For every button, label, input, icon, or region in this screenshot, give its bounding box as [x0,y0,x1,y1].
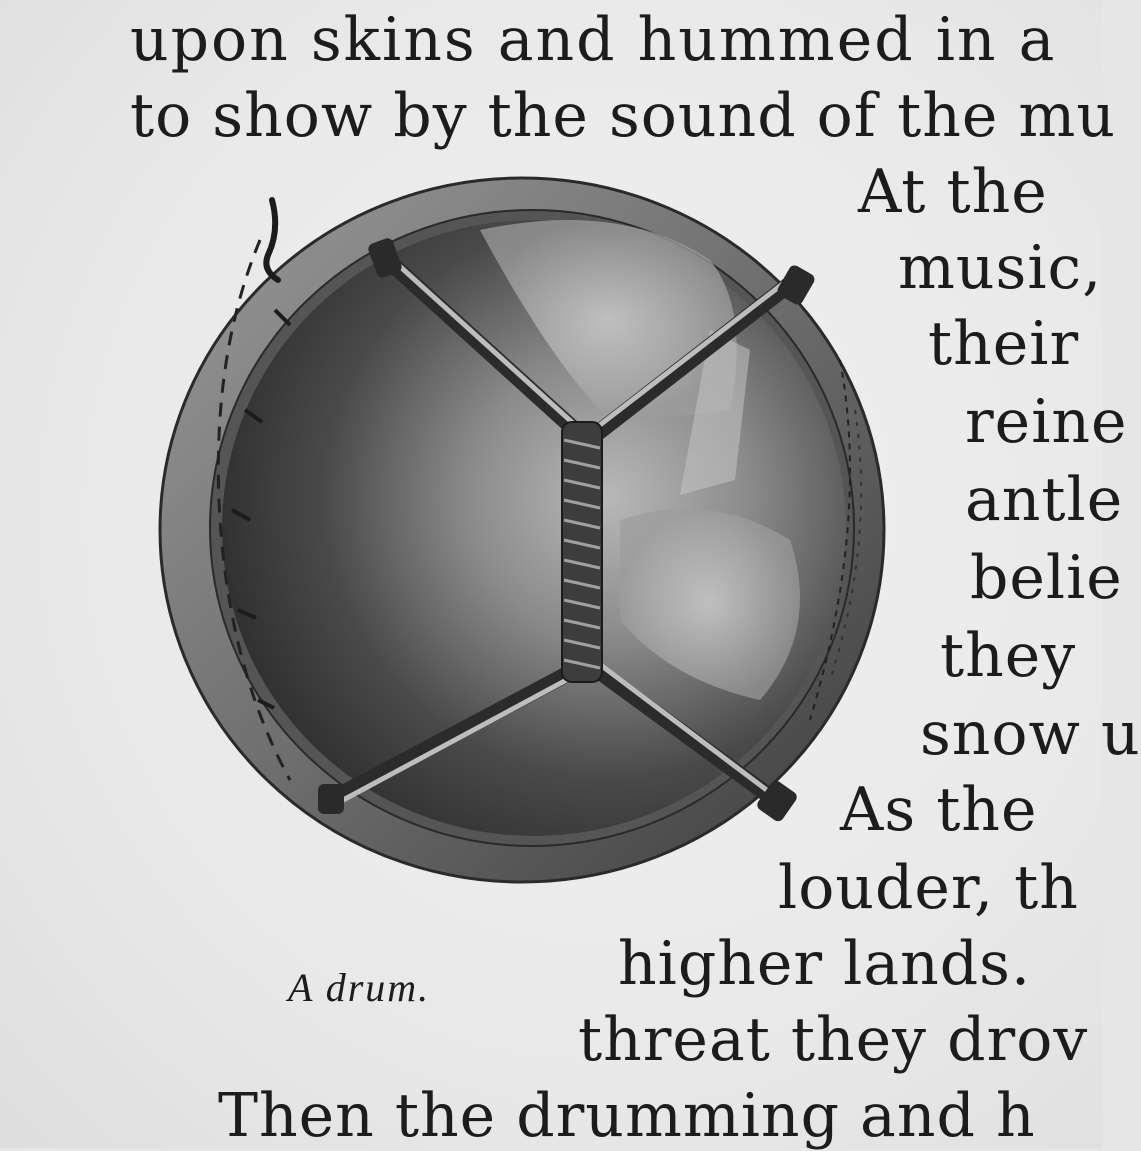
text-line-7: antle [965,465,1124,535]
text-line-1: upon skins and hummed in a [130,5,1057,75]
text-line-10: snow u [920,699,1141,769]
text-line-13: higher lands. [618,929,1032,999]
text-line-14: threat they drov [578,1005,1089,1075]
text-line-3: At the [858,157,1048,227]
text-line-11: As the [840,775,1038,845]
text-line-12: louder, th [778,853,1079,923]
text-line-5: their [928,309,1080,379]
text-line-4: music, [898,233,1103,303]
figure-caption: A drum. [288,965,431,1010]
text-line-15: Then the drumming and h [218,1081,1036,1151]
text-line-2: to show by the sound of the mu [130,81,1116,151]
text-line-8: belie [970,543,1123,613]
drum-illustration [150,160,910,920]
text-line-9: they [940,621,1077,691]
text-line-6: reine [965,387,1128,457]
